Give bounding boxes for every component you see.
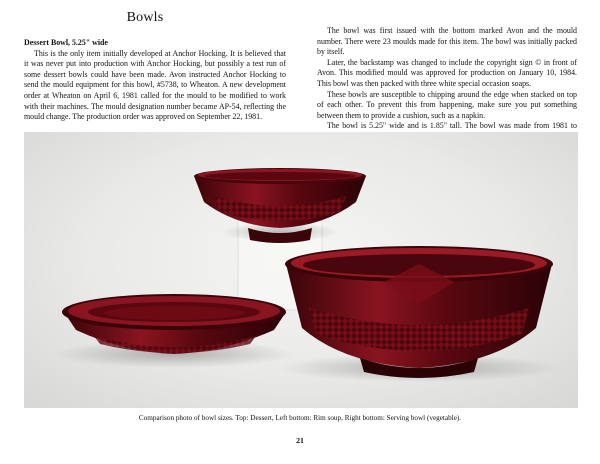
section-title: Bowls	[126, 10, 164, 25]
dessert-bowl	[194, 168, 366, 243]
bowls-photo	[24, 132, 578, 408]
photo-caption: Comparison photo of bowl sizes. Top: Dessert, Left bottom: Rim soup, Right bottom: Serving bowl (vegetable).	[138, 414, 462, 422]
right-column	[317, 26, 577, 143]
left-column	[24, 38, 286, 123]
serving-bowl	[279, 246, 559, 382]
page-number: 21	[296, 436, 304, 445]
left-paragraph: This is the only item initially developed at Anchor Hocking. It is believed that it was never put into production with Anchor Hocking, but possibly a test run of some dessert bowls could have been made. Avon instructed Anchor Hocking to send the mould equipment for this bowl, #5738, to Wheaton. A new development order at Wheaton on April 6, 1981 called for the mould to be modified to work with their machines. The mould designation number became AP-54, reflecting the mould change. The production order was approved on September 22, 1981.	[24, 48, 286, 122]
right-paragraph-3: These bowls are susceptible to chipping around the edge when stacked on top of each other. To prevent this from happening, make sure you put something between them to provide a cushion, such as a napkin.	[317, 89, 577, 120]
right-paragraph-4: The bowl is 5.25" wide and is 1.85" tall. The bowl was made from 1981 to	[327, 121, 577, 131]
rim-soup-bowl	[54, 294, 294, 368]
right-paragraph-1: The bowl was first issued with the bottom marked Avon and the mould number. There were 23 moulds made for this item. The bowl was initially packed by itself.	[317, 26, 577, 57]
item-heading: Dessert Bowl, 5.25" wide	[24, 38, 108, 47]
right-paragraph-2: Later, the backstamp was changed to include the copyright sign © in front of Avon. This modified mould was approved for production on January 10, 1984. This bowl was then packed with three white special occasion soaps.	[317, 57, 577, 88]
